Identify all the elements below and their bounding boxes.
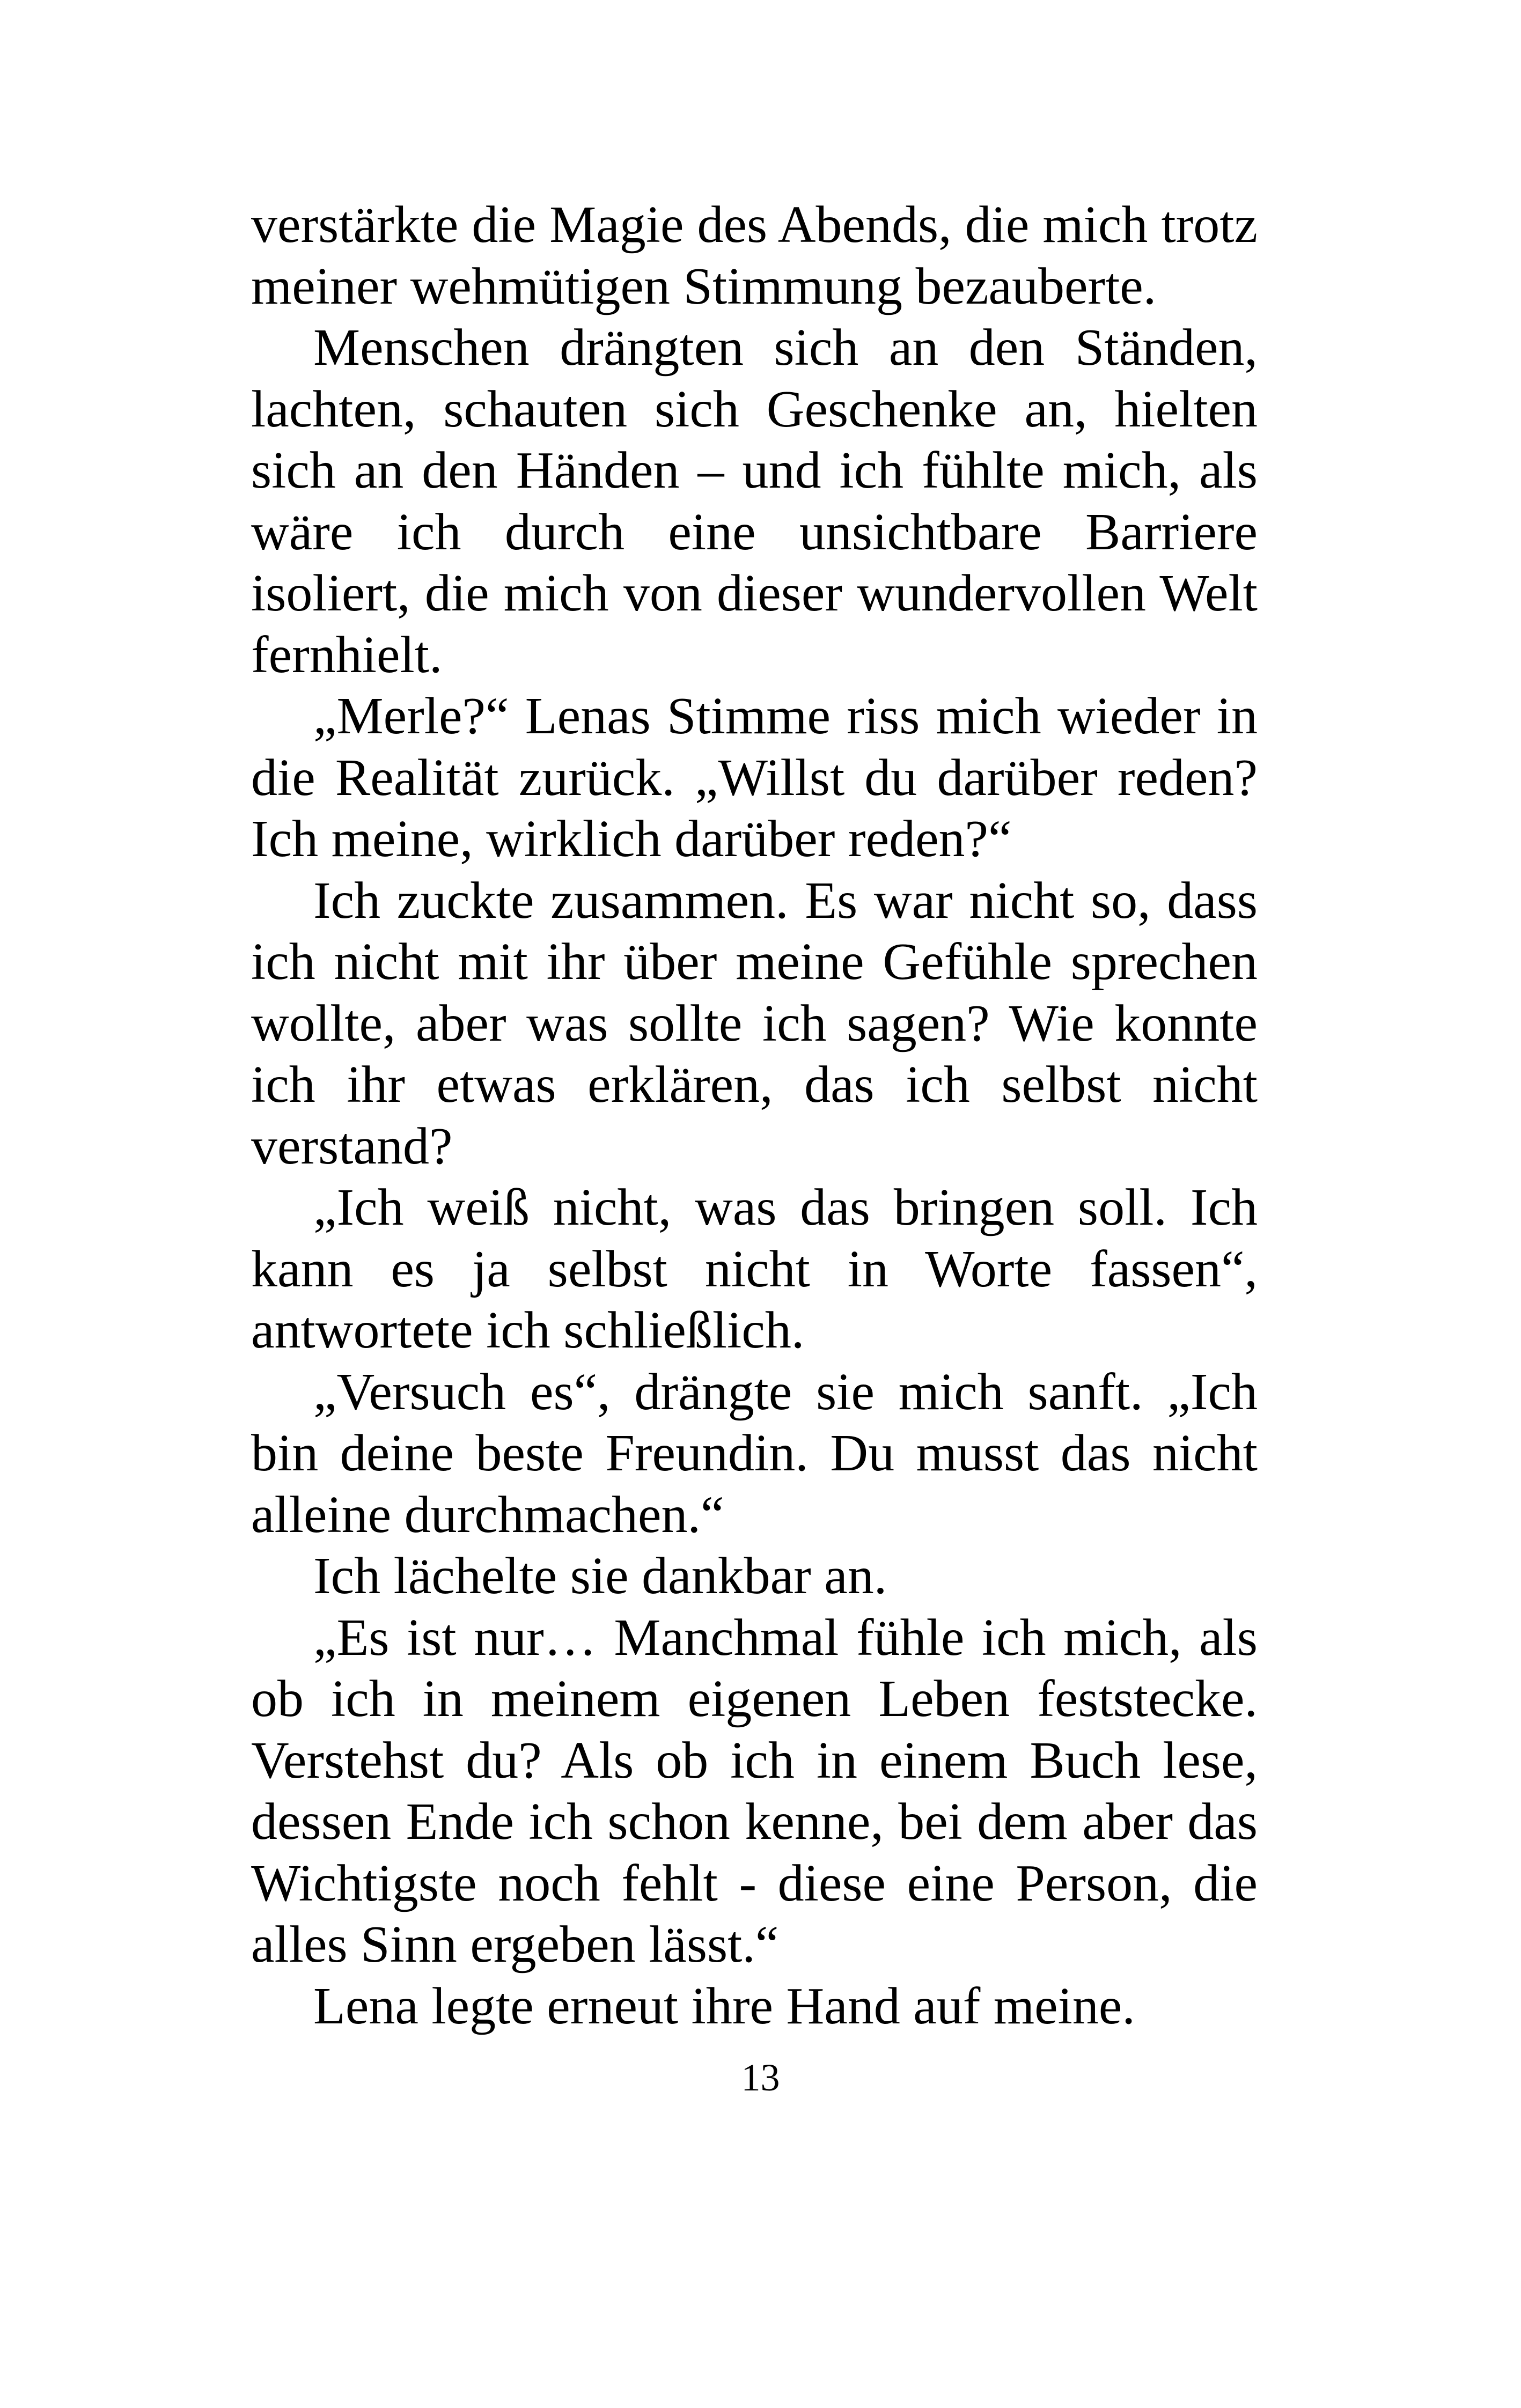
paragraph-merle-smile: Ich lächelte sie dankbar an. bbox=[313, 1547, 887, 1605]
paragraph-merle-answer: „Ich weiß nicht, was das bringen soll. Ich kann es ja selbst nicht in Worte fassen“, antwortete ich schließlich. bbox=[251, 1179, 1258, 1359]
page-number: 13 bbox=[741, 2056, 780, 2099]
body-text bbox=[251, 194, 1258, 2037]
paragraph-continuation: verstärkte die Magie des Abends, die mich trotz meiner wehmütigen Stimmung bezauberte. bbox=[251, 196, 1258, 315]
paragraph-merle-confession: „Es ist nur… Manchmal fühle ich mich, als ob ich in meinem eigenen Leben feststecke. Verstehst du? Als ob ich in einem Buch lese, dessen Ende ich schon kenne, bei dem aber das Wichtigste noch fehlt - diese eine Person, die alles Sinn ergeben lässt.“ bbox=[251, 1608, 1258, 1973]
paragraph-market-crowd: Menschen drängten sich an den Ständen, lachten, schauten sich Geschenke an, hielten sich an den Händen – und ich fühlte mich, als wäre ich durch eine unsichtbare Barriere isoliert, die mich von dieser wundervollen Welt fernhielt. bbox=[251, 319, 1258, 684]
paragraph-merle-hesitation: Ich zuckte zusammen. Es war nicht so, dass ich nicht mit ihr über meine Gefühle sprechen wollte, aber was sollte ich sagen? Wie konnte ich ihr etwas erklären, das ich selbst nicht verstand? bbox=[251, 871, 1258, 1175]
paragraph-lena-encouragement: „Versuch es“, drängte sie mich sanft. „Ich bin deine beste Freundin. Du musst das nicht alleine durchmachen.“ bbox=[251, 1363, 1258, 1544]
paragraph-lena-hand: Lena legte erneut ihre Hand auf meine. bbox=[313, 1977, 1135, 2035]
paragraph-lena-question: „Merle?“ Lenas Stimme riss mich wieder in die Realität zurück. „Willst du darüber reden? Ich meine, wirklich darüber reden?“ bbox=[251, 687, 1258, 868]
